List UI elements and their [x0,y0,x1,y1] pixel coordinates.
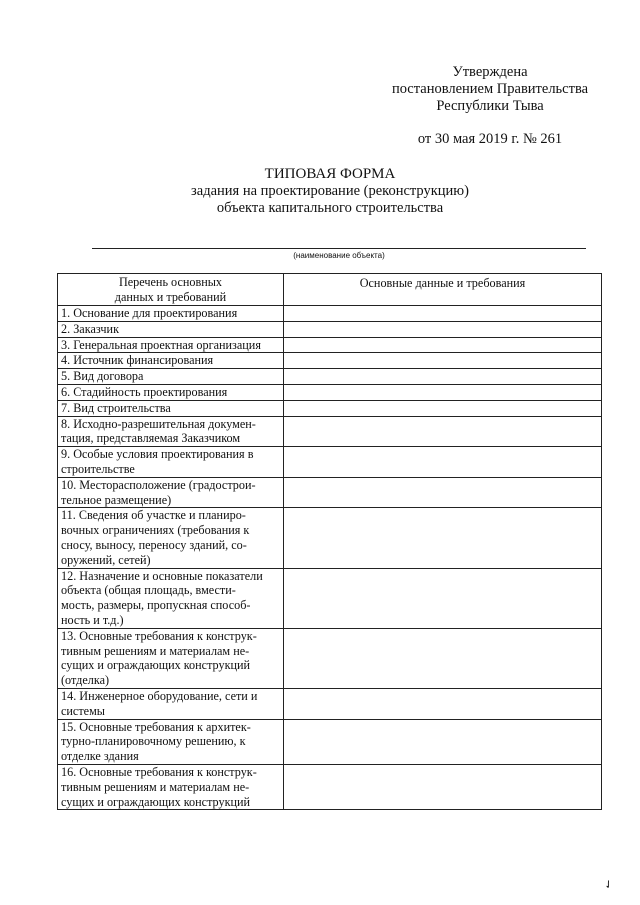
requirement-label: 3. Генеральная проектная организация [58,337,284,353]
requirement-label: 6. Стадийность проектирования [58,384,284,400]
table-row [58,719,602,764]
approval-line-2: постановлением Правительства [391,81,589,97]
requirement-value-cell[interactable] [284,508,602,568]
requirement-value-cell[interactable] [284,321,602,337]
approval-decree: от 30 мая 2019 г. № 261 [417,131,563,147]
requirement-value-cell[interactable] [284,400,602,416]
requirement-label: 16. Основные требования к конструк- тивным решениям и материалам не- сущих и ограждающих конструкций [58,764,284,809]
table-row [58,306,602,322]
requirement-label: 10. Месторасположение (градострои- тельное размещение) [58,477,284,508]
table-row [58,321,602,337]
title-line-3: объекта капитального строительства [216,200,444,216]
requirement-label: 1. Основание для проектирования [58,306,284,322]
object-name-line[interactable] [92,248,586,249]
table-row [58,568,602,628]
title-main: ТИПОВАЯ ФОРМА [264,166,396,182]
requirement-value-cell[interactable] [284,416,602,447]
requirement-label: 5. Вид договора [58,369,284,385]
requirement-value-cell[interactable] [284,306,602,322]
requirements-table [57,273,602,810]
title-line-2: задания на проектирование (реконструкцию) [191,183,469,199]
requirement-value-cell[interactable] [284,719,602,764]
table-body [58,306,602,810]
requirement-label: 9. Особые условия проектирования в строительстве [58,447,284,478]
object-name-caption: (наименование объекта) [293,251,385,260]
requirement-label: 15. Основные требования к архитек- турно-планировочному решению, к отделке здания [58,719,284,764]
table-row [58,400,602,416]
requirement-label: 14. Инженерное оборудование, сети и системы [58,688,284,719]
header-right: Основные данные и требования [284,274,602,306]
approval-line-3: Республики Тыва [436,98,544,114]
requirement-value-cell[interactable] [284,337,602,353]
requirement-label: 2. Заказчик [58,321,284,337]
requirement-value-cell[interactable] [284,384,602,400]
table-row [58,508,602,568]
requirement-label: 11. Сведения об участке и планиро- вочных ограничениях (требования к сносу, выносу, переносу зданий, со- оружений, сетей) [58,508,284,568]
requirement-value-cell[interactable] [284,688,602,719]
requirement-label: 7. Вид строительства [58,400,284,416]
table-row [58,353,602,369]
table-row [58,369,602,385]
requirement-value-cell[interactable] [284,447,602,478]
requirement-label: 8. Исходно-разрешительная докумен- тация, представляемая Заказчиком [58,416,284,447]
document-title [140,166,520,217]
approval-block [380,64,600,148]
header-left-line-1: Перечень основных [118,275,223,289]
table-row [58,628,602,688]
requirement-value-cell[interactable] [284,764,602,809]
table-row [58,337,602,353]
header-left-line-2: данных и требований [114,290,227,304]
table-row [58,688,602,719]
requirement-value-cell[interactable] [284,628,602,688]
requirement-value-cell[interactable] [284,353,602,369]
table-header-row [58,274,602,306]
table-row [58,477,602,508]
requirement-value-cell[interactable] [284,477,602,508]
requirement-label: 12. Назначение и основные показатели объекта (общая площадь, вмести- мость, размеры, пропускная способ- ность и т.д.) [58,568,284,628]
table-row [58,384,602,400]
requirement-value-cell[interactable] [284,568,602,628]
requirement-label: 13. Основные требования к конструк- тивным решениям и материалам не- сущих и ограждающих конструкций (отделка) [58,628,284,688]
table-row [58,447,602,478]
requirement-label: 4. Источник финансирования [58,353,284,369]
requirement-value-cell[interactable] [284,369,602,385]
table-row [58,764,602,809]
corner-mark: ✓ [601,877,617,893]
table-row [58,416,602,447]
approval-line-1: Утверждена [452,64,528,80]
header-left [58,274,284,306]
